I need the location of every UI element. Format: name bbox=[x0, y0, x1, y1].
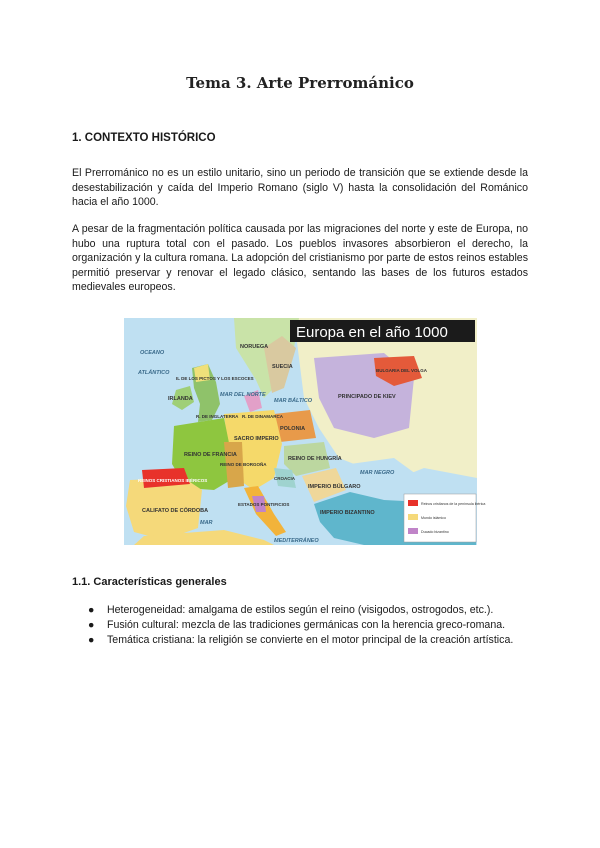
label-imperio-bulgaro: IMPERIO BÚLGARO bbox=[308, 484, 361, 490]
europe-map-image bbox=[124, 318, 486, 545]
page-title: Tema 3. Arte Prerrománico bbox=[186, 74, 414, 92]
label-bulgaria-volga: BULGARIA DEL VOLGA bbox=[376, 368, 428, 373]
legend-swatch-2 bbox=[408, 528, 418, 534]
label-reinos-cristianos: REINOS CRISTIANOS IBÉRICOS bbox=[138, 478, 208, 483]
label-sacro-imperio: SACRO IMPERIO bbox=[234, 436, 279, 442]
label-borgona: REINO DE BORGOÑA bbox=[220, 462, 267, 467]
paragraph: A pesar de la fragmentación política causada por las migraciones del norte y este de Europa, no hubo una ruptura total con el pasado. Los pueblos invasores absorbieron el derecho, la organización y la cultura romana. La adopción del cristianismo por parte de estos reinos estables permitió preservar y renovar el legado clásico, sentando las bases de los futuros estados medievales europeos. bbox=[72, 223, 528, 294]
legend-label-2: Ducado bizantino bbox=[421, 530, 449, 534]
label-califato: CALIFATO DE CÓRDOBA bbox=[142, 508, 209, 514]
label-mar-baltico: MAR BÁLTICO bbox=[274, 398, 313, 404]
list-item-text: Heterogeneidad: amalgama de estilos según el reino (visigodos, ostrogodos, etc.). bbox=[107, 604, 494, 616]
characteristics-list bbox=[72, 603, 528, 648]
subsection-heading: 1.1. Características generales bbox=[72, 576, 227, 588]
label-principado-kiev: PRINCIPADO DE KIEV bbox=[338, 394, 396, 400]
list-item-text: Fusión cultural: mezcla de las tradiciones germánicas con la herencia greco-romana. bbox=[107, 619, 506, 631]
label-francia: REINO DE FRANCIA bbox=[184, 452, 237, 458]
label-hungria: REINO DE HUNGRÍA bbox=[288, 456, 342, 462]
list-item bbox=[72, 603, 528, 617]
label-irlanda: IRLANDA bbox=[168, 396, 193, 402]
label-atlantico: ATLÁNTICO bbox=[138, 370, 170, 376]
label-croacia: CROACIA bbox=[274, 476, 295, 481]
paragraph: El Prerrománico no es un estilo unitario, sino un periodo de transición que se extiende desde la desestabilización y caída del Imperio Romano (siglo V) hasta la consolidación del Románico hacia el año 1000. bbox=[72, 167, 528, 209]
bullet-icon: ● bbox=[88, 619, 95, 631]
label-bizantino: IMPERIO BIZANTINO bbox=[320, 510, 375, 516]
label-suecia: SUECIA bbox=[272, 364, 293, 370]
bullet-icon: ● bbox=[88, 634, 95, 646]
legend-label-1: Mundo islámico bbox=[421, 516, 446, 520]
label-oceano: OCEANO bbox=[140, 350, 165, 356]
list-item bbox=[72, 633, 528, 647]
label-polonia: POLONIA bbox=[280, 426, 306, 432]
list-item-text: Temática cristiana: la religión se convierte en el motor principal de la creación artística. bbox=[107, 634, 514, 646]
label-mediterraneo: MEDITERRÁNEO bbox=[274, 538, 319, 544]
legend-swatch-1 bbox=[408, 514, 418, 520]
bullet-icon: ● bbox=[88, 604, 95, 616]
legend-label-0: Reinos cristianos de la península ibérica bbox=[421, 502, 486, 506]
section-heading: 1. CONTEXTO HISTÓRICO bbox=[72, 132, 216, 144]
label-mar-negro: MAR NEGRO bbox=[360, 470, 395, 476]
map-legend bbox=[404, 494, 485, 542]
label-mar: MAR bbox=[200, 520, 213, 526]
legend-swatch-0 bbox=[408, 500, 418, 506]
list-item bbox=[72, 618, 528, 632]
label-mar-norte: MAR DEL NORTE bbox=[220, 392, 266, 398]
label-escoceses: IL DE LOS PICTOS Y LOS ESCOCES bbox=[176, 376, 254, 381]
map-title: Europa en el año 1000 bbox=[296, 324, 448, 341]
label-papado: ESTADOS PONTIFICIOS bbox=[238, 502, 290, 507]
label-noruega: NORUEGA bbox=[240, 344, 269, 350]
label-dinamarca: R. DE DINAMARCA bbox=[242, 414, 283, 419]
label-inglaterra: R. DE INGLATERRA bbox=[196, 414, 239, 419]
